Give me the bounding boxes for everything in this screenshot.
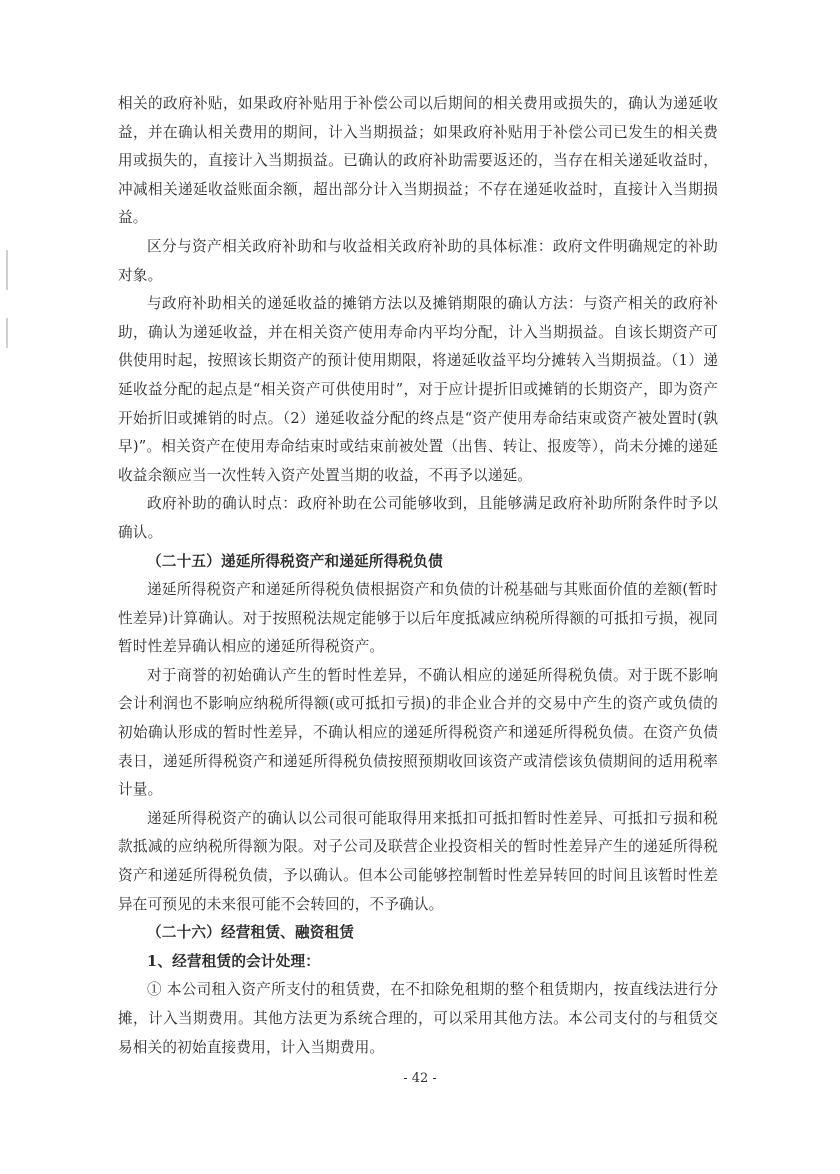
page-number: - 42 -: [403, 1071, 437, 1086]
paragraph: ① 本公司租入资产所支付的租赁费，在不扣除免租期的整个租赁期内，按直线法进行分摊，计入当期费用。其他方法更为系统合理的，可以采用其他方法。本公司支付的与租赁交易相关的初始直接费用，计入当期费用。: [118, 981, 718, 1056]
paragraph: 相关的政府补贴，如果政府补贴用于补偿公司以后期间的相关费用或损失的，确认为递延收益，并在确认相关费用的期间，计入当期损益；如果政府补贴用于补偿公司已发生的相关费用或损失的，直接计入当期损益。已确认的政府补助需要返还的，当存在相关递延收益时，冲减相关递延收益账面余额，超出部分计入当期损益；不存在递延收益时，直接计入当期损益。: [118, 95, 718, 227]
subsection-heading: 1、经营租赁的会计处理：: [147, 952, 321, 970]
section-heading: （二十六）经营租赁、融资租赁: [147, 924, 355, 942]
paragraph: 与政府补助相关的递延收益的摊销方法以及摊销期限的确认方法：与资产相关的政府补助，确认为递延收益，并在相关资产使用寿命内平均分配，计入当期损益。自该长期资产可供使用时起，按照该长期资产的预计使用期限，将递延收益平均分摊转入当期损益。（1）递延收益分配的起点是“相关资产可供使用时”，对于应计提折旧或摊销的长期资产，即为资产开始折旧或摊销的时点。（2）递延收益分配的终点是“资产使用寿命结束或资产被处置时(孰早)”。相关资产在使用寿命结束时或结束前被处置（出售、转让、报废等），尚未分摊的递延收益余额应当一次性转入资产处置当期的收益，不再予以递延。: [118, 295, 718, 484]
section-heading: （二十五）递延所得税资产和递延所得税负债: [147, 552, 443, 570]
scan-edge-mark: [6, 318, 8, 348]
paragraph: 区分与资产相关政府补助和与收益相关政府补助的具体标准：政府文件明确规定的补助对象。: [118, 237, 718, 284]
document-body: [118, 90, 718, 1062]
scan-edge-mark: [6, 250, 8, 290]
paragraph: 政府补助的确认时点：政府补助在公司能够收到，且能够满足政府补助所附条件时予以确认。: [118, 495, 718, 541]
paragraph: 递延所得税资产的确认以公司很可能取得用来抵扣可抵扣暂时性差异、可抵扣亏损和税款抵减的应纳税所得额为限。对子公司及联营企业投资相关的暂时性差异产生的递延所得税资产和递延所得税负债，予以确认。但本公司能够控制暂时性差异转回的时间且该暂时性差异在可预见的未来很可能不会转回的，不予确认。: [118, 809, 718, 913]
paragraph: 递延所得税资产和递延所得税负债根据资产和负债的计税基础与其账面价值的差额(暂时性差异)计算确认。对于按照税法规定能够于以后年度抵减应纳税所得额的可抵扣亏损，视同暂时性差异确认相应的递延所得税资产。: [118, 581, 718, 656]
paragraph: 对于商誉的初始确认产生的暂时性差异，不确认相应的递延所得税负债。对于既不影响会计利润也不影响应纳税所得额(或可抵扣亏损)的非企业合并的交易中产生的资产或负债的初始确认形成的暂时性差异，不确认相应的递延所得税资产和递延所得税负债。在资产负债表日，递延所得税资产和递延所得税负债按照预期收回该资产或清偿该负债期间的适用税率计量。: [118, 666, 718, 799]
